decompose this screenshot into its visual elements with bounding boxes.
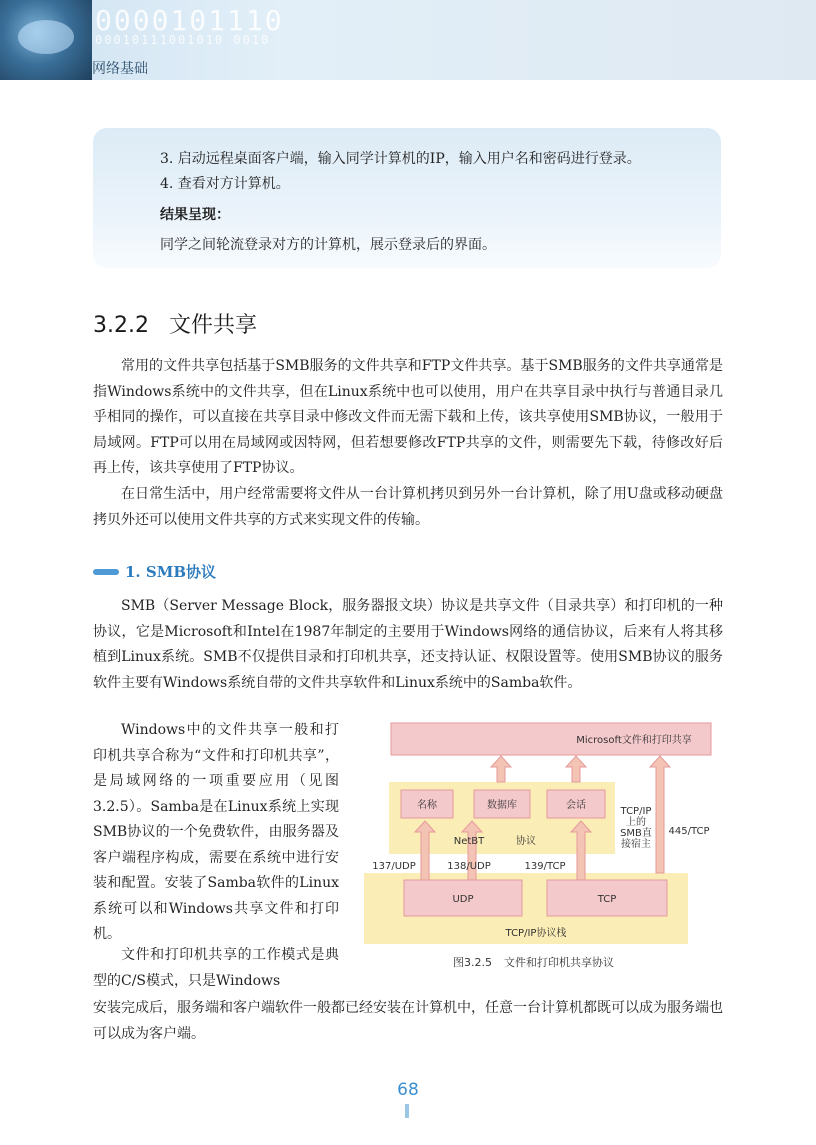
page-number: 68 (397, 1080, 419, 1100)
arrow-up-445 (650, 756, 670, 873)
section-heading (93, 308, 257, 339)
udp137-label: 137/UDP (372, 861, 416, 872)
paragraph-4: Windows中的文件共享一般和打印机共享合称为“文件和打印机共享”，是局域网络的一项重要应用（见图3.2.5）。Samba是在Linux系统上实现SMB协议的一个免费软件，由服务器及客户端程序构成，需要在系统中进行安装和配置。安装了Samba软件的Linux系统可以和Windows共享文件和打印机。 (93, 722, 339, 942)
svg-text:SMB直: SMB直 (620, 828, 652, 839)
section-number: 3.2.2 (93, 313, 149, 338)
arrow-up-session (566, 756, 586, 782)
svg-text:接宿主: 接宿主 (621, 839, 651, 850)
result-heading: 结果呈现： (160, 207, 230, 223)
udp138-label: 138/UDP (447, 861, 491, 872)
activity-step-3: 3. 启动远程桌面客户端，输入同学计算机的IP，输入用户名和密码进行登录。 (160, 151, 641, 167)
ms-share-label: Microsoft文件和打印共享 (576, 735, 692, 746)
figure-caption-text: 文件和打印机共享协议 (504, 956, 614, 969)
svg-text:上的: 上的 (626, 817, 646, 828)
netbt-label: NetBT (453, 836, 485, 847)
activity-box (93, 128, 721, 268)
header-binary-decoration: 0000101110 00010111001010 0010 (95, 4, 284, 47)
protocol-label: 协议 (516, 836, 536, 847)
heading-bar-icon (93, 569, 119, 575)
section-title: 文件共享 (168, 313, 257, 338)
paragraph-5-start: 文件和打印机共享的工作模式是典型的C/S模式，只是Windows (93, 947, 339, 989)
udp-box-label: UDP (452, 894, 474, 905)
smb-host-label (620, 806, 652, 850)
paragraph-3: SMB（Server Message Block，服务器报文块）协议是共享文件（目录共享）和打印机的一种协议，它是Microsoft和Intel在1987年制定的主要用于Windows网络的通信协议，后来有人将其移植到Linux系统。SMB不仅提供目录和打印机共享，还支持认证、权限设置等。使用SMB协议的服务软件主要有Windows系统自带的文件共享软件和Linux系统中的Samba软件。 (93, 598, 723, 691)
subsection-heading (93, 561, 216, 582)
figure-number: 图3.2.5 (453, 956, 492, 969)
page-number-tick (405, 1104, 409, 1118)
subsection-heading-text: 1. SMB协议 (125, 563, 216, 581)
paragraph-5-end: 安装完成后，服务端和客户端软件一般都已经安装在计算机中，任意一台计算机都既可以成为服务端也可以成为客户端。 (93, 1000, 723, 1042)
figure-smb-diagram (364, 720, 714, 944)
paragraph-1: 常用的文件共享包括基于SMB服务的文件共享和FTP文件共享。基于SMB服务的文件共享通常是指Windows系统中的文件共享，但在Linux系统中也可以使用，用户在共享目录中执行与普通目录几乎相同的操作，可以直接在共享目录中修改文件而无需下载和上传，该共享使用SMB协议，一般用于局域网。FTP可以用在局域网或因特网，但若想要修改FTP共享的文件，则需要先下载，待修改好后再上传，该共享使用了FTP协议。 (93, 358, 723, 476)
name-box-label: 名称 (417, 800, 437, 811)
tcp139-label: 139/TCP (524, 861, 566, 872)
protocol-diagram (364, 720, 714, 944)
paragraph-2: 在日常生活中，用户经常需要将文件从一台计算机拷贝到另外一台计算机，除了用U盘或移动硬盘拷贝外还可以使用文件共享的方式来实现文件的传输。 (93, 486, 723, 528)
tcp445-label: 445/TCP (668, 826, 710, 837)
tcpip-stack-label: TCP/IP协议栈 (505, 928, 567, 939)
session-box-label: 会话 (566, 800, 586, 811)
arrow-up-name (491, 756, 511, 782)
activity-step-4: 4. 查看对方计算机。 (160, 176, 290, 192)
tcp-box-label: TCP (597, 894, 617, 905)
db-box-label: 数据库 (487, 800, 517, 811)
page-header (0, 0, 816, 80)
svg-text:TCP/IP: TCP/IP (620, 806, 652, 817)
result-text: 同学之间轮流登录对方的计算机，展示登录后的界面。 (160, 237, 496, 253)
chapter-title: 网络基础 (92, 61, 148, 77)
figure-caption (453, 954, 614, 970)
header-photo (0, 0, 92, 80)
